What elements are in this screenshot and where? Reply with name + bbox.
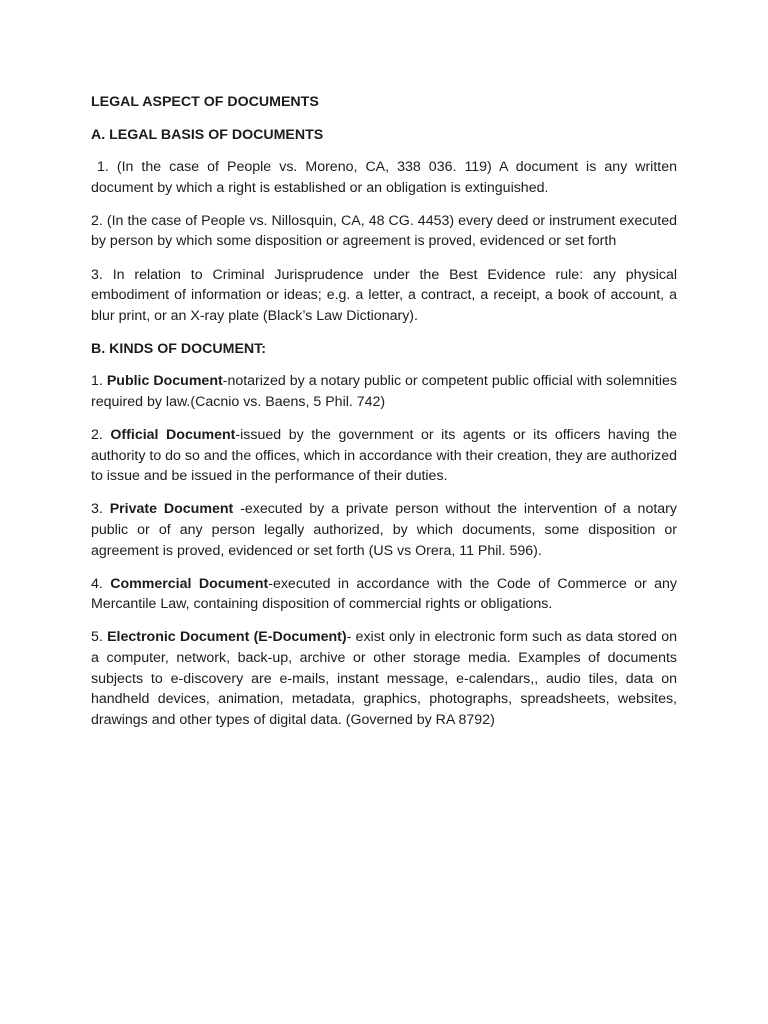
document-kind-description: - exist only in electronic form such as data stored on a computer, network, back-up, archive or other storage media. Examples of documents subjects to e-discovery are e-mails, instant message, e-calendars,, audio tiles, data on handheld devices, animation, metadata, graphics, photographs, spreadsheets, websites, drawings and other types of digital data. (Governed by RA 8792) bbox=[91, 629, 677, 728]
document-kind-item-4 bbox=[91, 574, 677, 615]
document-kind-number: 5. bbox=[91, 629, 108, 646]
legal-basis-item-2: 2. (In the case of People vs. Nillosquin, CA, 48 CG. 4453) every deed or instrument executed by person by which some disposition or agreement is proved, evidenced or set forth bbox=[91, 212, 677, 250]
document-kind-number: 1. bbox=[91, 373, 107, 390]
document-kind-description: -executed in accordance with the Code of Commerce or any Mercantile Law, containing disposition of commercial rights or obligations. bbox=[91, 575, 677, 613]
document-kind-term: Private Document bbox=[109, 501, 234, 518]
legal-basis-item-1: 1. (In the case of People vs. Moreno, CA, 338 036. 119) A document is any written document by which a right is established or an obligation is extinguished. bbox=[91, 159, 677, 196]
document-page bbox=[91, 92, 677, 743]
document-kind-term: Official Document bbox=[110, 427, 236, 444]
document-kind-term: Commercial Document bbox=[110, 575, 269, 592]
document-kind-number: 2. bbox=[91, 427, 111, 444]
document-kind-description: -notarized by a notary public or competent public official with solemnities required by law.(Cacnio vs. Baens, 5 Phil. 742) bbox=[91, 373, 677, 411]
document-kind-item-5 bbox=[91, 627, 677, 730]
document-kind-number: 3. bbox=[91, 501, 110, 518]
document-kind-item-2 bbox=[91, 425, 677, 487]
section-b-heading: B. KINDS OF DOCUMENT: bbox=[91, 340, 266, 357]
document-kind-term: Electronic Document (E-Document) bbox=[107, 629, 347, 646]
document-kind-term: Public Document bbox=[106, 373, 223, 390]
document-kind-item-1 bbox=[91, 371, 677, 412]
document-kind-description: -issued by the government or its agents or its officers having the authority to do so and the offices, which in accordance with their creation, they are authorized to issue and be issued in the performance of their duties. bbox=[91, 427, 677, 485]
document-title: LEGAL ASPECT OF DOCUMENTS bbox=[91, 94, 319, 110]
document-kind-number: 4. bbox=[91, 575, 111, 592]
section-a-heading: A. LEGAL BASIS OF DOCUMENTS bbox=[91, 126, 324, 143]
document-kind-item-3 bbox=[91, 499, 677, 561]
legal-basis-item-3: 3. In relation to Criminal Jurisprudence under the Best Evidence rule: any physical embodiment of information or ideas; e.g. a letter, a contract, a receipt, a book of account, a blur print, or an X-ray plate (Black’s Law Dictionary). bbox=[91, 266, 677, 324]
document-kind-description: -executed by a private person without the intervention of a notary public or of any person legally authorized, by which documents, some disposition or agreement is proved, evidenced or set forth (US vs Orera, 11 Phil. 596). bbox=[91, 501, 677, 559]
